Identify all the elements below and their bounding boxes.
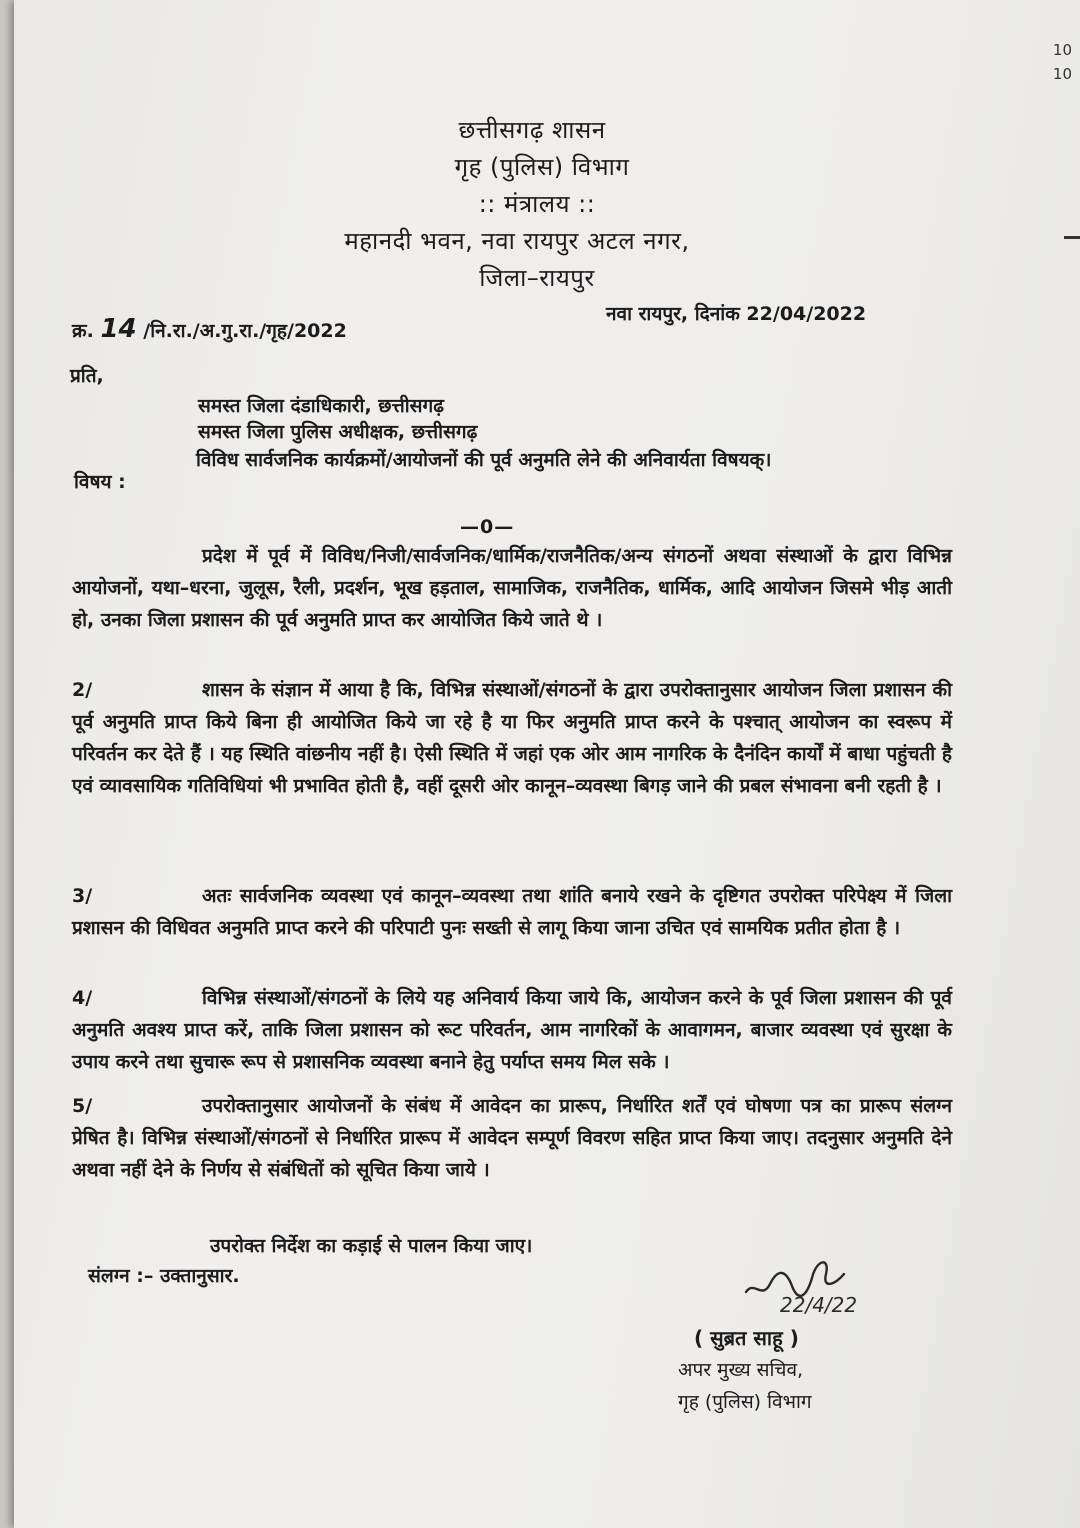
letter-page (14, 0, 1080, 1528)
paragraph-text: अतः सार्वजनिक व्यवस्था एवं कानून–व्यवस्था तथा शांति बनाये रखने के दृष्टिगत उपरोक्त परिपेक्ष्य में जिला प्रशासन की विधिवत अनुमति प्राप्त करने की परिपाटी पुनः सख्ती से लागू किया जाना उचित एवं सामयिक प्रतीत होता है । (72, 885, 952, 939)
paragraph-3 (72, 880, 952, 944)
handwritten-signature (740, 1240, 920, 1320)
paragraph-5 (72, 1090, 952, 1186)
signatory-name: ( सुब्रत साहू ) (694, 1326, 799, 1350)
paragraph-number: 3/ (72, 885, 93, 907)
closing-instruction: उपरोक्त निर्देश का कड़ाई से पालन किया जाए। (210, 1235, 533, 1257)
section-divider: —0— (460, 516, 515, 538)
recipients-label: प्रति, (70, 365, 104, 387)
signatory-department: गृह (पुलिस) विभाग (678, 1391, 812, 1413)
paragraph-number: 5/ (72, 1095, 93, 1117)
paragraph-1: प्रदेश में पूर्व में विविध/निजी/सार्वजनिक/धार्मिक/राजनैतिक/अन्य संगठनों अथवा संस्थाओं के द्वारा विभिन्न आयोजनों, यथा–धरना, जुलूस, रैली, प्रदर्शन, भूख हड़ताल, सामाजिक, राजनैतिक, धार्मिक, आदि आयोजन जिसमे भीड़ आती हो, उनका जिला प्रशासन की पूर्व अनुमति प्राप्त कर आयोजित किये जाते थे । (72, 545, 952, 631)
edge-mark-2: 10 (1052, 65, 1072, 83)
letterhead-address: महानदी भवन, नवा रायपुर अटल नगर, (344, 227, 690, 255)
enclosure-note: संलग्न :– उक्तानुसार. (88, 1265, 240, 1287)
letterhead-ministry: :: मंत्रालय :: (478, 190, 596, 218)
recipient-2: समस्त जिला पुलिस अधीक्षक, छत्तीसगढ़ (198, 421, 478, 443)
paragraph-number: 2/ (72, 679, 93, 701)
recipient-1: समस्त जिला दंडाधिकारी, छत्तीसगढ़ (198, 395, 444, 417)
signatory-designation: अपर मुख्य सचिव, (678, 1359, 804, 1381)
letterhead-district: जिला–रायपुर (479, 264, 595, 292)
edge-dash (1064, 236, 1080, 239)
letterhead (14, 112, 1080, 297)
reference-prefix: क्र. (72, 320, 94, 342)
subject-text: विविध सार्वजनिक कार्यक्रमों/आयोजनों की पूर्व अनुमति लेने की अनिवार्यता विषयक्। (196, 449, 772, 471)
reference-handwritten-number: 14 (100, 314, 137, 344)
signature-date: 22/4/22 (780, 1293, 858, 1317)
paragraph-text: शासन के संज्ञान में आया है कि, विभिन्न संस्थाओं/संगठनों के द्वारा उपरोक्तानुसार आयोजन जिला प्रशासन की पूर्व अनुमति प्राप्त किये बिना ही आयोजित किये जा रहे है या फिर अनुमति प्राप्त करने के पश्चात् आयोजन का स्वरूप में परिवर्तन कर देते हैं । यह स्थिति वांछनीय नहीं है। ऐसी स्थिति में जहां एक ओर आम नागरिक के दैनंदिन कार्यों में बाधा पहुंचती है एवं व्यावसायिक गतिविधियां भी प्रभावित होती है, वहीं दूसरी ओर कानून–व्यवस्था बिगड़ जाने की प्रबल संभावना बनी रहती है । (72, 679, 952, 797)
paragraph-number: 4/ (72, 987, 93, 1009)
date-line: नवा रायपुर, दिनांक 22/04/2022 (606, 303, 867, 325)
paragraph-text: विभिन्न संस्थाओं/संगठनों के लिये यह अनिवार्य किया जाये कि, आयोजन करने के पूर्व जिला प्रशासन की पूर्व अनुमति अवश्य प्राप्त करें, ताकि जिला प्रशासन को रूट परिवर्तन, आम नागरिकों के आवागमन, बाजार व्यवस्था एवं सुरक्षा के उपाय करने तथा सुचारू रूप से प्रशासनिक व्यवस्था बनाने हेतु पर्याप्त समय मिल सके । (72, 987, 952, 1073)
page-edge-marks (1053, 38, 1072, 86)
letterhead-government: छत्तीसगढ़ शासन (458, 116, 606, 144)
paragraph-text: उपरोक्तानुसार आयोजनों के संबंध में आवेदन का प्रारूप, निर्धारित शर्तें एवं घोषणा पत्र का प्रारूप संलग्न प्रेषित है। विभिन्न संस्थाओं/संगठनों से निर्धारित प्रारूप में आवेदन सम्पूर्ण विवरण सहित प्राप्त किया जाए। तदनुसार अनुमति देने अथवा नहीं देने के निर्णय से संबंधितों को सूचित किया जाये । (72, 1095, 952, 1181)
edge-mark-1: 10 (1052, 41, 1072, 59)
letterhead-department: गृह (पुलिस) विभाग (454, 153, 630, 181)
reference-number (72, 314, 347, 344)
reference-suffix: /नि.रा./अ.गु.रा./गृह/2022 (143, 320, 347, 342)
paragraph-2 (72, 674, 952, 802)
paragraph-4 (72, 982, 952, 1078)
subject-label: विषय : (74, 471, 126, 493)
